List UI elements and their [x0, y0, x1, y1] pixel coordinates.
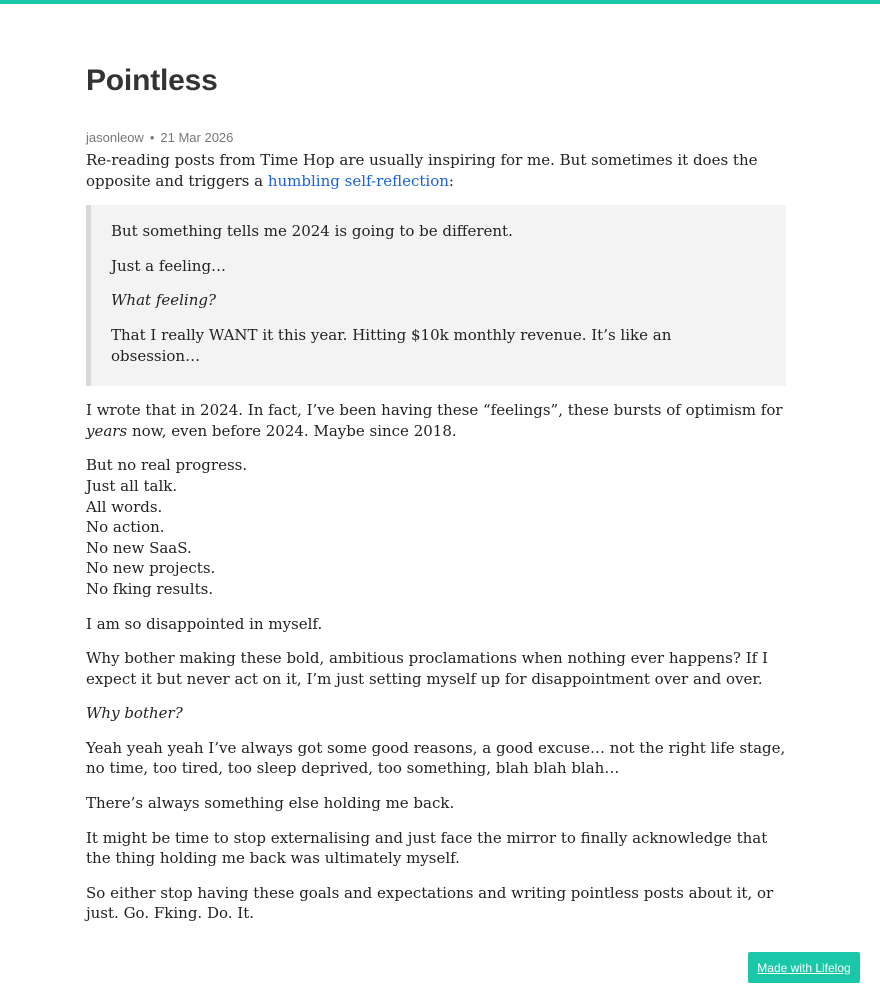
quote-line: But something tells me 2024 is going to be different.: [111, 222, 513, 241]
post-author[interactable]: jasonleow: [86, 130, 144, 145]
quote-line: That I really WANT it this year. Hitting $10k monthly revenue. It’s like an obsession…: [111, 325, 672, 365]
post-date: 21 Mar 2026: [160, 130, 234, 145]
why-bother-paragraph: Why bother making these bold, ambitious proclamations when nothing ever happens? If I expect it but never act on it, I’m just setting myself up for disappointment over and over.: [86, 649, 768, 688]
top-accent-bar: [0, 0, 880, 4]
intro-paragraph: Re-reading posts from Time Hop are usually inspiring for me. But sometimes it does the opposite and triggers a humbling self-reflection:: [86, 151, 758, 190]
post-meta: [86, 130, 233, 145]
quote-line: What feeling?: [111, 291, 217, 310]
list-item: No fking results.: [86, 579, 214, 598]
quoted-block: [86, 205, 786, 386]
excuses-paragraph: Yeah yeah yeah I’ve always got some good reasons, a good excuse… not the right life stage, no time, too tired, too sleep deprived, too something, blah blah blah…: [86, 738, 786, 778]
mirror-paragraph: It might be time to stop externalising and just face the mirror to finally acknowledge that the thing holding me back was ultimately myself.: [86, 828, 768, 868]
wrote-paragraph: I wrote that in 2024. In fact, I’ve been having these “feelings”, these bursts of optimism for years now, even before 2024. Maybe since 2018.: [86, 401, 783, 440]
why-bother-short: Why bother?: [86, 704, 183, 723]
post-title: Pointless: [86, 64, 218, 97]
quote-line: Just a feeling…: [111, 256, 227, 275]
list-item: No new projects.: [86, 559, 216, 578]
list-item: But no real progress.: [86, 456, 248, 475]
humbling-self-reflection-link[interactable]: humbling self-reflection: [267, 171, 449, 190]
final-paragraph: So either stop having these goals and expectations and writing pointless posts about it, or just. Go. Fking. Do. It.: [86, 883, 774, 923]
list-item: All words.: [86, 497, 163, 516]
no-progress-list: [86, 455, 786, 599]
holding-back-paragraph: There’s always something else holding me back.: [86, 794, 455, 813]
list-item: Just all talk.: [86, 476, 178, 495]
meta-separator: •: [149, 130, 155, 145]
made-with-lifelog-badge[interactable]: Made with Lifelog: [748, 952, 860, 983]
list-item: No action.: [86, 518, 165, 537]
post-body: [86, 150, 786, 938]
disappointed-paragraph: I am so disappointed in myself.: [86, 614, 323, 633]
list-item: No new SaaS.: [86, 538, 192, 557]
